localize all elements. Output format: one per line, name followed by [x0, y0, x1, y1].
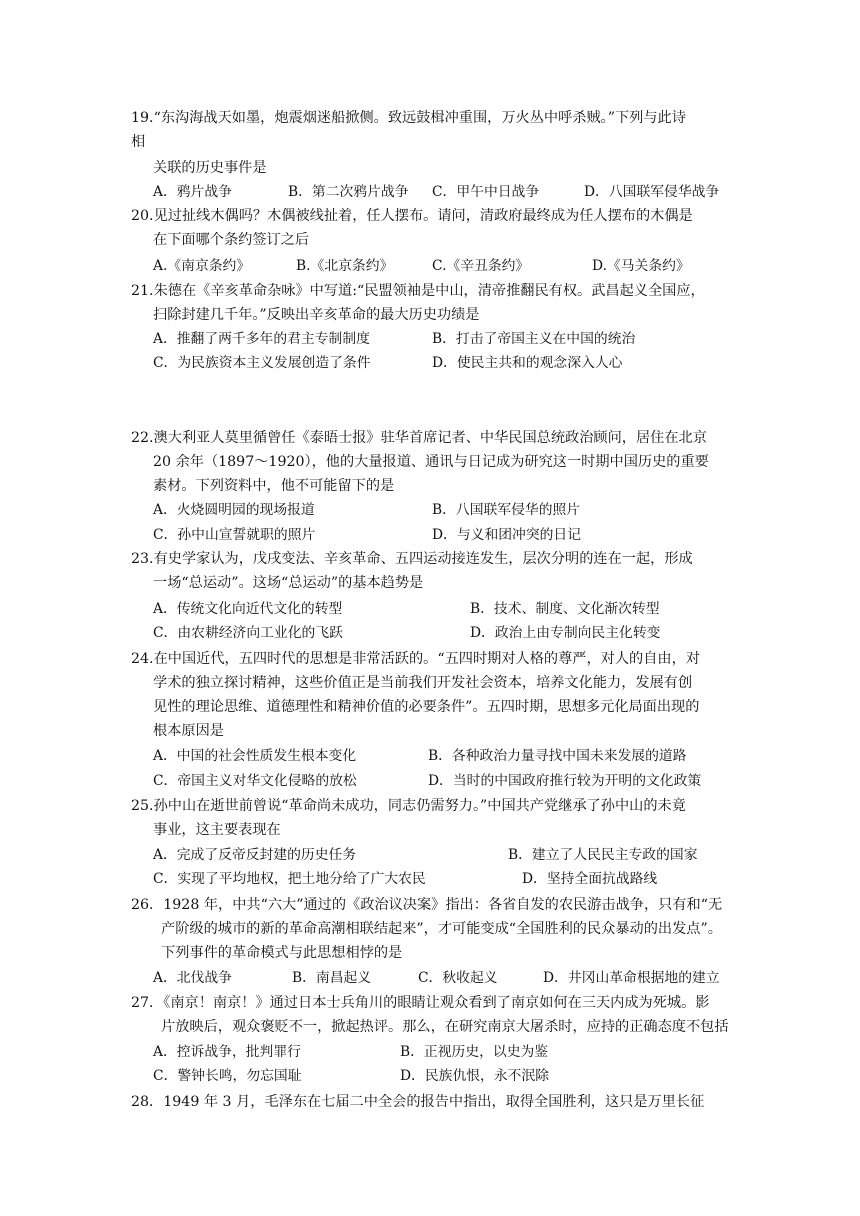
- q27-line-1: 27．《南京！南京！》通过日本士兵角川的眼睛让观众看到了南京如何在三天内成为死城。影: [131, 995, 710, 1011]
- q19-option-c: C．甲午中日战争: [432, 184, 540, 200]
- q19-option-d: D．八国联军侵华战争: [584, 184, 720, 200]
- q23-option-d: D．政治上由专制向民主化转变: [470, 625, 661, 641]
- q27-option-c: C．警钟长鸣，勿忘国耻: [153, 1068, 302, 1084]
- q25-line-1: 25.孙中山在逝世前曾说“革命尚未成功，同志仍需努力。”中国共产党继承了孙中山的未竟: [131, 798, 686, 814]
- q21-line-1: 21.朱德在《辛亥革命杂咏》中写道:“民盟领袖是中山，清帝推翻民有权。武昌起义全国应，: [131, 283, 705, 299]
- q21-option-c: C．为民族资本主义发展创造了条件: [153, 355, 371, 371]
- q21-option-d: D．使民主共和的观念深入人心: [432, 355, 623, 371]
- q19-line-2: 相: [131, 134, 146, 150]
- q23-line-1: 23.有史学家认为，戊戌变法、辛亥革命、五四运动接连发生，层次分明的连在一起，形成: [131, 551, 693, 567]
- q22-option-b: B．八国联军侵华的照片: [432, 502, 581, 518]
- q26-line-1: 26．1928 年，中共“六大”通过的《政治议决案》指出：各省自发的农民游击战争，只有和“无: [131, 897, 723, 913]
- q24-option-c: C．帝国主义对华文化侵略的放松: [153, 773, 357, 789]
- q26-line-2: 产阶级的城市的新的革命高潮相联结起来”，才可能变成“全国胜利的民众暴动的出发点”。: [161, 921, 722, 937]
- q27-option-a: A．控诉战争，批判罪行: [153, 1044, 301, 1060]
- q20-option-a: A.《南京条约》: [153, 258, 251, 274]
- q25-option-c: C．实现了平均地权，把土地分给了广大农民: [153, 871, 426, 887]
- q23-line-2: 一场“总运动”。这场“总运动”的基本趋势是: [153, 575, 424, 591]
- q19-option-a: A．鸦片战争: [153, 184, 232, 200]
- q26-option-c: C．秋收起义: [418, 970, 498, 986]
- q26-line-3: 下列事件的革命模式与此思想相悖的是: [161, 945, 403, 961]
- q24-line-1: 24.在中国近代，五四时代的思想是非常活跃的。“五四时期对人格的尊严，对人的自由，对: [131, 651, 700, 667]
- q25-line-2: 事业，这主要表现在: [153, 822, 281, 838]
- q22-option-a: A．火烧圆明园的现场报道: [153, 502, 315, 518]
- q24-line-3: 见性的理论思维、道德理性和精神价值的必要条件”。五四时期，思想多元化局面出现的: [153, 699, 700, 715]
- q22-line-2: 20 余年（1897～1920），他的大量报道、通讯与日记成为研究这一时期中国历史的重要: [153, 454, 709, 470]
- q24-option-a: A．中国的社会性质发生根本变化: [153, 748, 357, 764]
- q24-option-d: D．当时的中国政府推行较为开明的文化政策: [428, 773, 702, 789]
- q23-option-b: B．技术、制度、文化渐次转型: [470, 601, 660, 617]
- q24-line-4: 根本原因是: [153, 723, 224, 739]
- q25-option-d: D．坚持全面抗战路线: [522, 871, 658, 887]
- q23-option-a: A．传统文化向近代文化的转型: [153, 601, 343, 617]
- q23-option-c: C．由农耕经济向工业化的飞跃: [153, 625, 343, 641]
- q19-option-b: B．第二次鸦片战争: [288, 184, 409, 200]
- q19-line-1: 19.“东沟海战天如墨，炮震烟迷船掀侧。致远鼓楫冲重围，万火丛中呼杀贼。”下列与此诗: [131, 110, 686, 126]
- q22-line-1: 22.澳大利亚人莫里循曾任《泰晤士报》驻华首席记者、中华民国总统政治顾问，居住在北京: [131, 430, 707, 446]
- q21-line-2: 扫除封建几千年。”反映出辛亥革命的最大历史功绩是: [153, 307, 480, 323]
- q20-option-c: C.《辛丑条约》: [432, 258, 530, 274]
- q22-option-c: C．孙中山宣誓就职的照片: [153, 527, 316, 543]
- q27-line-2: 片放映后，观众褒贬不一，掀起热评。那么，在研究南京大屠杀时，应持的正确态度不包括: [161, 1019, 729, 1035]
- q24-option-b: B．各种政治力量寻找中国未来发展的道路: [428, 748, 687, 764]
- q22-option-d: D．与义和团冲突的日记: [432, 527, 582, 543]
- q26-option-b: B．南昌起义: [292, 970, 372, 986]
- q22-line-3: 素材。下列资料中，他不可能留下的是: [153, 478, 395, 494]
- q25-option-b: B．建立了人民民主专政的国家: [508, 847, 698, 863]
- q19-line-3: 关联的历史事件是: [153, 160, 267, 176]
- q26-option-d: D．井冈山革命根据地的建立: [543, 970, 720, 986]
- q27-option-d: D．民族仇恨，永不泯除: [400, 1068, 550, 1084]
- q21-option-b: B．打击了帝国主义在中国的统治: [432, 331, 636, 347]
- q27-option-b: B．正视历史，以史为鉴: [400, 1044, 549, 1060]
- q20-line-2: 在下面哪个条约签订之后: [153, 232, 310, 248]
- q25-option-a: A．完成了反帝反封建的历史任务: [153, 847, 357, 863]
- q24-line-2: 学术的独立探讨精神，这些价值正是当前我们开发社会资本，培养文化能力，发展有创: [153, 675, 693, 691]
- q20-option-d: D.《马关条约》: [592, 258, 690, 274]
- q28-line-1: 28．1949 年 3 月，毛泽东在七届二中全会的报告中指出，取得全国胜利，这只是万里长征: [131, 1094, 705, 1110]
- q20-line-1: 20.见过扯线木偶吗？木偶被线扯着，任人摆布。请问，清政府最终成为任人摆布的木偶是: [131, 208, 693, 224]
- q20-option-b: B.《北京条约》: [296, 258, 394, 274]
- q21-option-a: A．推翻了两千多年的君主专制制度: [153, 331, 370, 347]
- q26-option-a: A．北伐战争: [153, 970, 232, 986]
